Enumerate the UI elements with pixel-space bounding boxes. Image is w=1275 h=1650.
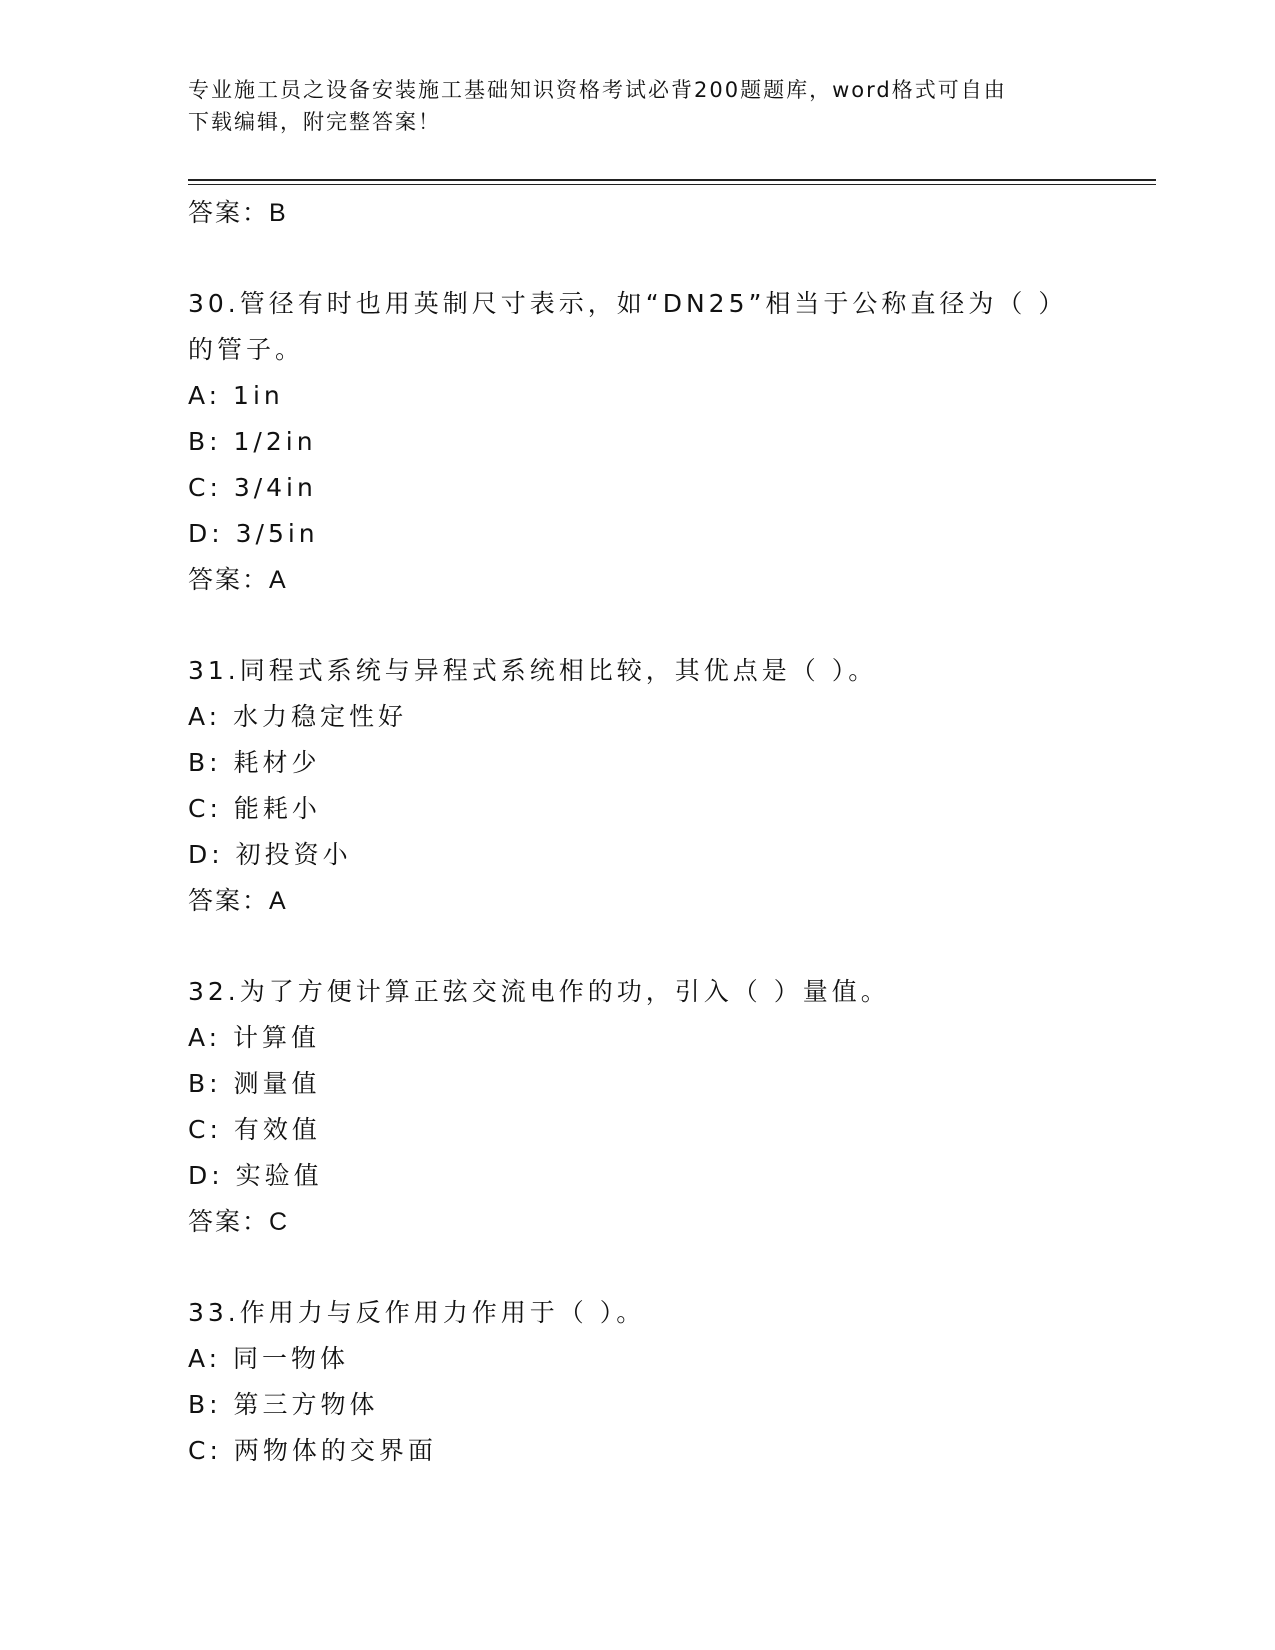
option-d: D: 3/5in xyxy=(188,519,319,548)
answer: 答案：A xyxy=(188,566,288,594)
header-line-2: 下载编辑，附完整答案！ xyxy=(188,110,441,134)
option-c: C: 两物体的交界面 xyxy=(188,1436,437,1465)
header-line-1: 专业施工员之设备安装施工基础知识资格考试必背200题题库，word格式可自由 xyxy=(188,78,1007,102)
question-title: 32.为了方便计算正弦交流电作的功，引入（ ）量值。 xyxy=(188,977,890,1006)
option-c: C: 3/4in xyxy=(188,473,317,502)
option-a: A: 1in xyxy=(188,381,284,410)
option-d: D: 实验值 xyxy=(188,1161,323,1190)
option-b: B: 第三方物体 xyxy=(188,1390,379,1419)
answer: 答案：C xyxy=(188,1208,290,1236)
spacer xyxy=(188,236,1068,281)
question-title: 31.同程式系统与异程式系统相比较，其优点是（ ）。 xyxy=(188,656,878,685)
option-b: B: 测量值 xyxy=(188,1069,321,1098)
question-title-cont: 的管子。 xyxy=(188,335,305,364)
question-30 xyxy=(188,281,1068,603)
option-b: B: 耗材少 xyxy=(188,748,321,777)
spacer xyxy=(188,924,1068,969)
question-title: 30.管径有时也用英制尺寸表示，如“DN25”相当于公称直径为（ ） xyxy=(188,289,1068,318)
answer: 答案：A xyxy=(188,887,288,915)
question-title: 33.作用力与反作用力作用于（ ）。 xyxy=(188,1298,646,1327)
option-a: A: 计算值 xyxy=(188,1023,321,1052)
option-a: A: 同一物体 xyxy=(188,1344,350,1373)
question-31 xyxy=(188,648,1068,924)
header-divider-thick xyxy=(188,179,1156,181)
option-d: D: 初投资小 xyxy=(188,840,352,869)
header-divider-thin xyxy=(188,184,1156,185)
previous-answer: 答案：B xyxy=(188,199,288,227)
document-header xyxy=(188,74,1068,138)
spacer xyxy=(188,1245,1068,1290)
option-c: C: 有效值 xyxy=(188,1115,321,1144)
question-33 xyxy=(188,1290,1068,1474)
option-a: A: 水力稳定性好 xyxy=(188,702,408,731)
option-b: B: 1/2in xyxy=(188,427,317,456)
option-c: C: 能耗小 xyxy=(188,794,321,823)
question-32 xyxy=(188,969,1068,1245)
question-list xyxy=(188,190,1068,1474)
spacer xyxy=(188,603,1068,648)
